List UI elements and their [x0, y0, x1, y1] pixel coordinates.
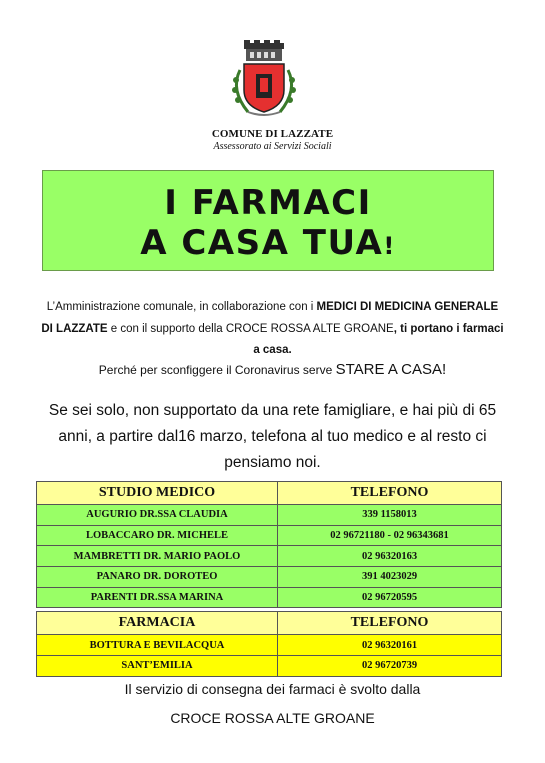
medico-row-phone: 391 4023029: [278, 567, 502, 588]
medico-row-phone: 339 1158013: [278, 505, 502, 526]
intro-text-1: L’Amministrazione comunale, in collaborazione con i: [46, 301, 317, 313]
farmacia-row-phone: 02 96720739: [278, 656, 502, 677]
medico-row-name: LOBACCARO DR. MICHELE: [37, 525, 278, 546]
stay-home-emphasis: STARE A CASA!: [335, 361, 447, 378]
medico-row-phone: 02 96720595: [278, 587, 502, 608]
medico-row-phone: 02 96721180 - 02 96343681: [278, 525, 502, 546]
intro-text-3: , ti portano i farmaci a casa.: [253, 322, 504, 356]
headline-line-2-text: A CASA TUA: [140, 223, 384, 263]
headline-banner: [42, 170, 494, 271]
intro-paragraph: [40, 297, 505, 362]
medico-row: [37, 567, 502, 588]
stay-home-line: [0, 361, 545, 378]
medici-header-name: STUDIO MEDICO: [37, 482, 278, 505]
medico-row-phone: 02 96320163: [278, 546, 502, 567]
medico-row: [37, 505, 502, 526]
medico-row-name: AUGURIO DR.SSA CLAUDIA: [37, 505, 278, 526]
instructions-paragraph: Se sei solo, non supportato da una rete famigliare, e hai più di 65 anni, a partire dal16 marzo, telefona al tuo medico e al resto ci pensiamo noi.: [48, 402, 497, 471]
comune-title: COMUNE DI LAZZATE: [211, 128, 334, 140]
farmacia-row-phone: 02 96320161: [278, 635, 502, 656]
intro-bold-medici: MEDICI DI MEDICINA GENERALE DI LAZZATE: [41, 301, 499, 335]
farmacia-row: [37, 635, 502, 656]
medico-row: [37, 525, 502, 546]
coat-of-arms-icon: [226, 40, 302, 118]
medici-header-phone: TELEFONO: [278, 482, 502, 505]
headline-exclamation: !: [383, 232, 396, 260]
intro-croce-rossa: CROCE ROSSA ALTE GROANE: [225, 322, 394, 335]
intro-text-2: e con il supporto della: [107, 322, 226, 335]
medici-header: [37, 482, 502, 505]
farmacie-header-name: FARMACIA: [37, 612, 278, 635]
medico-row-name: PARENTI DR.SSA MARINA: [37, 587, 278, 608]
footer-line-2: CROCE ROSSA ALTE GROANE: [170, 710, 375, 726]
stay-home-text: Perché per sconfiggere il Coronavirus serve: [98, 363, 336, 377]
assessorato-subtitle: Assessorato ai Servizi Sociali: [213, 141, 332, 152]
medico-row-name: MAMBRETTI DR. MARIO PAOLO: [37, 546, 278, 567]
medico-row: [37, 587, 502, 608]
farmacie-header: [37, 612, 502, 635]
headline-line-2: [43, 223, 493, 263]
headline-line-1: I FARMACI: [164, 183, 372, 223]
farmacia-row-name: SANT’EMILIA: [37, 656, 278, 677]
medico-row-name: PANARO DR. DOROTEO: [37, 567, 278, 588]
farmacie-header-phone: TELEFONO: [278, 612, 502, 635]
contacts-table: [36, 481, 502, 677]
farmacia-row-name: BOTTURA E BEVILACQUA: [37, 635, 278, 656]
farmacia-row: [37, 656, 502, 677]
medico-row: [37, 546, 502, 567]
footer-line-1: Il servizio di consegna dei farmaci è svolto dalla: [124, 681, 421, 697]
